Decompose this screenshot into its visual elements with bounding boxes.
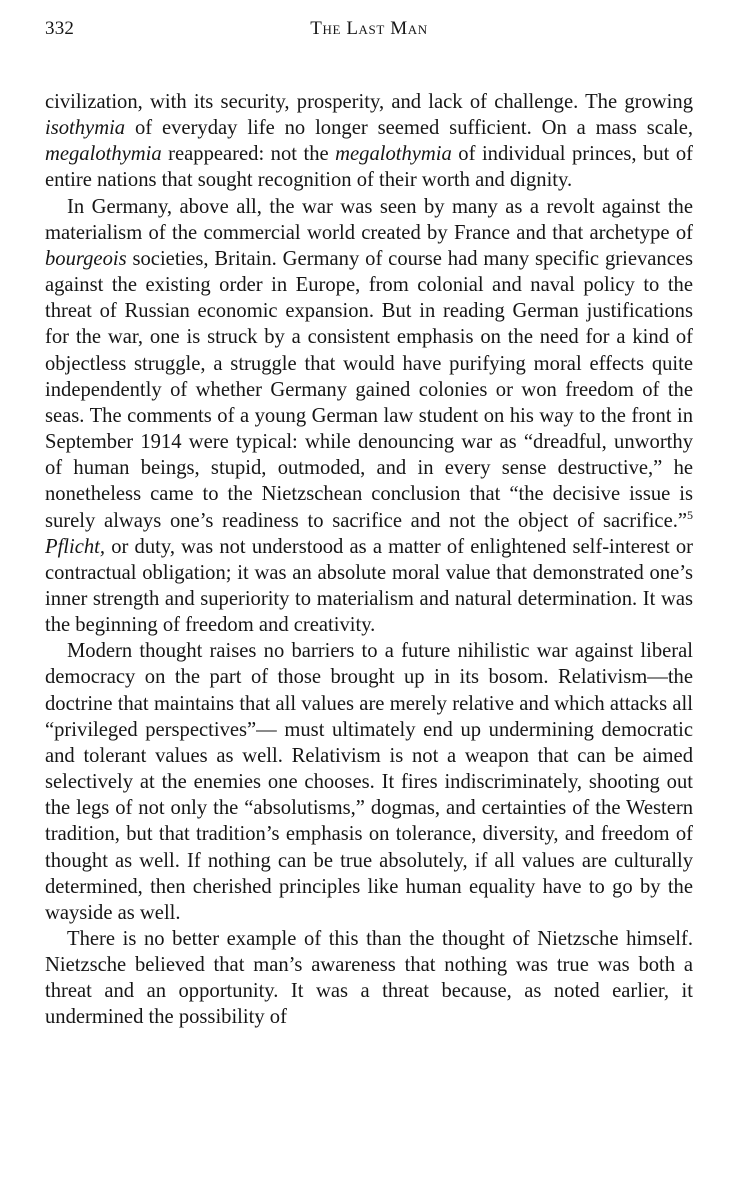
page-header [45,12,693,52]
text-run: societies, Britain. Germany of course had many specific grievances against the existing order in Europe, from colonial and naval policy to the threat of Russian economic expansion. But in reading German justifications for the war, one is struck by a consistent emphasis on the need for a kind of objectless struggle, a struggle that would have purifying moral effects quite independently of whether Germany gained colonies or won freedom of the seas. The comments of a young German law student on his way to the front in September 1914 were typical: while denouncing war as “dreadful, unworthy of human beings, stupid, outmoded, and in every sense destructive,” he nonetheless came to the Nietzschean conclusion that “the decisive issue is surely always one’s readiness to sacrifice and not the object of sacrifice.” [45,247,693,532]
paragraph [45,638,693,926]
paragraph [45,926,693,1031]
italic-term: megalothymia [335,143,452,166]
italic-term: bourgeois [45,247,127,270]
paragraph [45,89,693,194]
text-run: of individual princes, but of entire nations that sought recognition of their worth and dignity. [45,143,693,192]
italic-term: Pflicht, [45,535,106,558]
text-run: civilization, with its security, prosperity, and lack of challenge. The growing [45,91,693,113]
running-head: The Last Man [310,18,428,39]
text-run: Modern thought raises no barriers to a future nihilistic war against liberal democracy on the part of those brought up in its bosom. Relativism—the doctrine that maintains that all values are merely relative and which attacks all “privileged perspectives”— must ultimately end up undermining democratic and tolerant values as well. Relativism is not a weapon that can be aimed selectively at the enemies one chooses. It fires indiscriminately, shooting out the legs of not only the “absolutisms,” dogmas, and certainties of the Western tradition, but that tradition’s emphasis on tolerance, diversity, and freedom of thought as well. If nothing can be true absolutely, if all values are culturally determined, then cherished principles like human equality have to go by the wayside as well. [45,640,693,924]
book-page [45,12,693,1031]
italic-term: isothymia [45,117,126,140]
text-run: or duty, was not understood as a matter of enlightened self-interest or contractual obligation; it was an absolute moral value that demonstrated one’s inner strength and superiority to materialism and natural determination. It was the beginning of freedom and creativity. [45,535,693,637]
body-text [45,89,693,1031]
paragraph [45,194,693,639]
italic-term: megalothymia [45,143,162,166]
text-run: In Germany, above all, the war was seen by many as a revolt against the materialism of the commercial world created by France and that archetype of [45,195,693,244]
text-run: reappeared: not the [161,143,336,166]
text-run: of everyday life no longer seemed sufficient. On a mass scale, [125,117,693,140]
footnote-marker[interactable]: 5 [687,507,693,522]
text-run: There is no better example of this than the thought of Nietzsche himself. Nietzsche believed that man’s awareness that nothing was true was both a threat and an opportunity. It was a threat because, as noted earlier, it undermined the possibility of [45,928,693,1029]
page-number: 332 [45,18,75,39]
